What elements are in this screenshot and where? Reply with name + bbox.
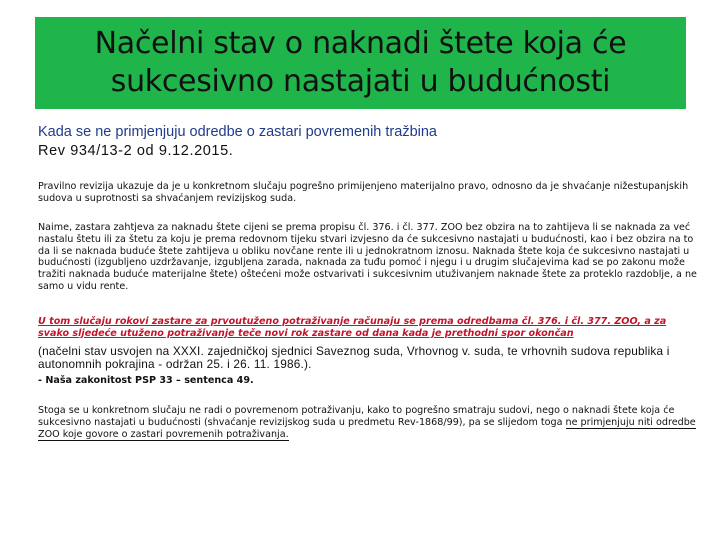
paragraph-2: Naime, zastara zahtjeva za naknadu štete cijeni se prema propisu čl. 376. i čl. 377. ZOO bez obzira na to zahtijeva li se naknada za već nastalu štetu ili za štetu za koju je prema redovnom tijeku stvari izvjesno da će sukcesivno nastajati u budućnosti, kao i bez obzira na to da li se naknada buduće štete zahtijeva u obliku novčane rente ili u jednokratnom iznosu. Naknada štete koja će sukcesivno nastajati u budućnosti (izgubljeno uzdržavanje, izgubljena zarada, naknada za tuđu pomoć i njegu i u drugim slučajevima kad se po zakonu može tražiti naknada buduće materijalne štete) oštećeni može ostvarivati i sukcesivnim utuživanjem naknade štete za proteklo razdoblje, a ne samo u vidu rente. [38,222,697,292]
title-banner [35,17,686,109]
paragraph-citation: (načelni stav usvojen na XXXI. zajedničkoj sjednici Saveznog suda, Vrhovnog v. suda, te vrhovnih sudova republika i autonomnih pokrajina - održan 25. i 26. 11. 1986.). [38,344,670,371]
subheading [38,123,698,161]
subheading-case-reference: Rev 934/13-2 od 9.12.2015. [38,143,234,159]
paragraph-1: Pravilno revizija ukazuje da je u konkretnom slučaju pogrešno primijenjeno materijalno pravo, odnosno da je shvaćanje nižestupanjskih sudova u suprotnosti sa shvaćanjem revizijskog suda. [38,181,689,204]
paragraph-conclusion [38,405,698,440]
conclusion-underlined-text: ne primjenjuju niti odredbe ZOO koje govore o zastari povremenih potraživanja. [38,416,696,440]
page-title: Načelni stav o naknadi štete koja će sukcesivno nastajati u budućnosti [94,26,627,99]
paragraph-source: - Naša zakonitost PSP 33 – sentenca 49. [38,375,254,386]
paragraph-emphasis [38,316,698,340]
conclusion-text: Stoga se u konkretnom slučaju ne radi o povremenom potraživanju, kako to pogrešno smatraju sudovi, nego o naknadi štete koja će sukcesivno nastajati u budućnosti (shvaćanje revizijskog suda u predmetu Rev-1868/99), pa se slijedom toga [38,405,675,428]
emphasis-text: U tom slučaju rokovi zastare za prvoutuženo potraživanje računaju se prema odredbama čl. 376. i čl. 377. ZOO, a za svako sljedeće utuženo potraživanje teče novi rok zastare od dana kada je prethodni spor okončan [38,316,667,339]
subheading-topic: Kada se ne primjenjuju odredbe o zastari povremenih tražbina [38,124,437,140]
